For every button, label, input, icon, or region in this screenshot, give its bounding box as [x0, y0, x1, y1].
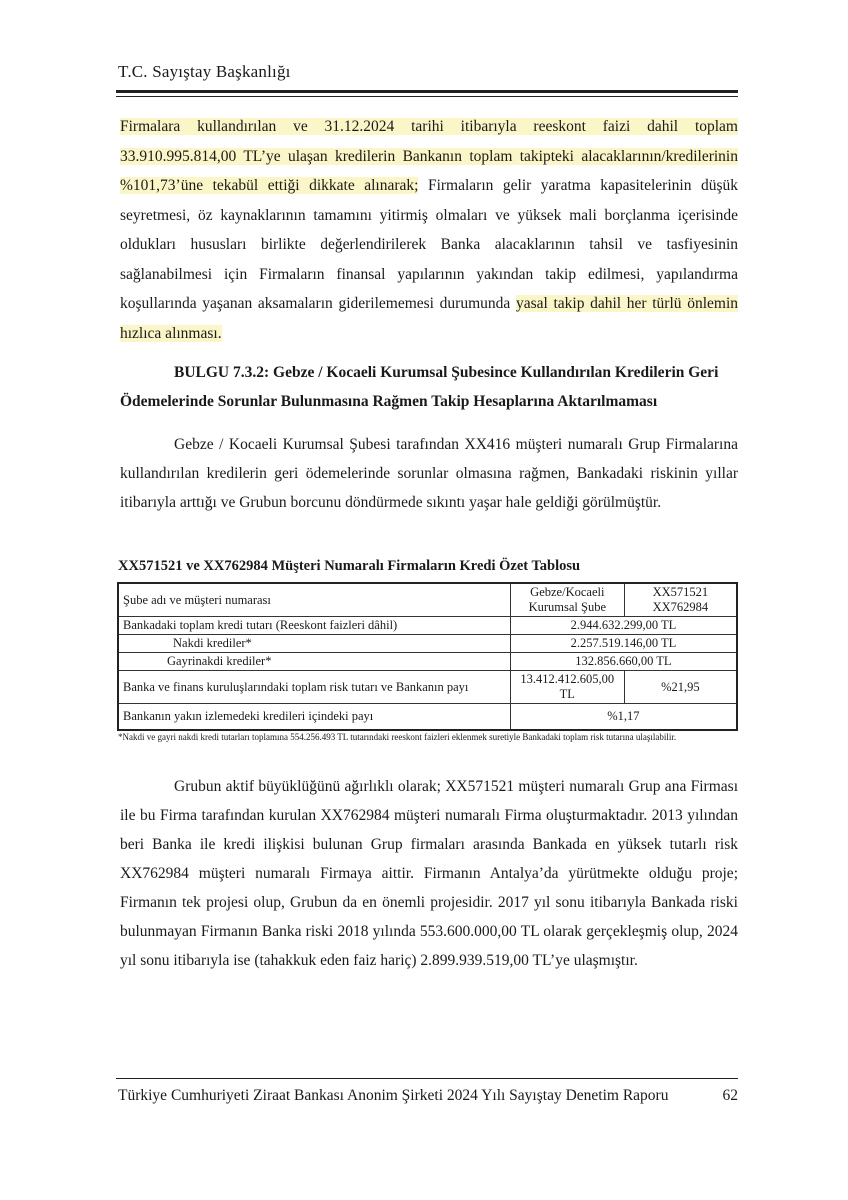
table-footnote: *Nakdi ve gayri nakdi kredi tutarları toplamına 554.256.493 TL tutarındaki reeskont faizleri eklenmek suretiyle Bankadaki toplam risk tutarına ulaşılabilir.	[118, 732, 677, 742]
table-cell: %1,17	[510, 704, 737, 730]
table-cell: %21,95	[624, 671, 737, 704]
page-number: 62	[722, 1087, 738, 1104]
page-footer	[118, 1087, 738, 1105]
paragraph-recommendation	[120, 112, 738, 348]
table-cell: Nakdi krediler*	[118, 635, 510, 653]
table-row	[118, 583, 737, 617]
table-cell: Gayrinakdi krediler*	[118, 653, 510, 671]
header-rule-thin	[116, 96, 738, 97]
table-row	[118, 635, 737, 653]
table-row	[118, 617, 737, 635]
paragraph-body: Firmaların gelir yaratma kapasitelerinin düşük seyretmesi, öz kaynaklarının tamamını yitirmiş olmaları ve yüksek mali borçlanma içerisinde oldukları hususları birlikte değerlendirilerek Banka alacaklarının tahsil ve tasfiyesinin sağlanabilmesi için Firmaların finansal yapılarının yakından takip edilmesi, yapılandırma koşullarında yaşanan aksamaların giderilememesi durumunda	[120, 177, 738, 312]
footer-rule	[116, 1078, 738, 1079]
highlighted-text-end: yasal takip dahil her türlü önlemin hızlıca alınması.	[120, 295, 738, 342]
table-cell: Gebze/Kocaeli Kurumsal Şube	[510, 583, 624, 617]
paragraph-finding-intro: Gebze / Kocaeli Kurumsal Şubesi tarafından XX416 müşteri numaralı Grup Firmalarına kullandırılan kredilerin geri ödemelerinde sorunlar olmasına rağmen, Bankadaki riskinin yıllar itibarıyla arttığı ve Grubun borcunu döndürmede sıkıntı yaşar hale geldiği görülmüştür.	[120, 436, 738, 511]
table-title: XX571521 ve XX762984 Müşteri Numaralı Firmaların Kredi Özet Tablosu	[118, 558, 581, 574]
table-cell: Bankanın yakın izlemedeki kredileri içindeki payı	[118, 704, 510, 730]
table-cell: 2.944.632.299,00 TL	[510, 617, 737, 635]
table-row	[118, 704, 737, 730]
table-cell: XX571521 XX762984	[624, 583, 737, 617]
finding-title: BULGU 7.3.2: Gebze / Kocaeli Kurumsal Şubesince Kullandırılan Kredilerin Geri Ödemelerinde Sorunlar Bulunmasına Rağmen Takip Hesaplarına Aktarılmaması	[120, 364, 719, 410]
credit-summary-table	[117, 582, 738, 731]
page-header: T.C. Sayıştay Başkanlığı	[118, 62, 291, 81]
highlighted-text-start: Firmalara kullandırılan ve 31.12.2024 tarihi itibarıyla reeskont faizi dahil toplam 33.910.995.814,00 TL’ye ulaşan kredilerin Bankanın toplam takipteki alacaklarının/kredilerinin %101,73’üne tekabül ettiği dikkate alınarak;	[120, 118, 738, 194]
table-cell: 2.257.519.146,00 TL	[510, 635, 737, 653]
table-row	[118, 653, 737, 671]
table-cell: Şube adı ve müşteri numarası	[118, 583, 510, 617]
paragraph-group-details: Grubun aktif büyüklüğünü ağırlıklı olarak; XX571521 müşteri numaralı Grup ana Firması ile bu Firma tarafından kurulan XX762984 müşteri numaralı Firma oluşturmaktadır. 2013 yılından beri Banka ile kredi ilişkisi bulunan Grup firmaları arasında Bankada en yüksek tutarlı risk XX762984 müşteri numaralı Firmaya aittir. Firmanın Antalya’da yürütmekte olduğu proje; Firmanın tek projesi olup, Grubun da en önemli projesidir. 2017 yıl sonu itibarıyla Bankada riski bulunmayan Firmanın Banka riski 2018 yılında 553.600.000,00 TL olarak gerçekleşmiş olup, 2024 yıl sonu itibarıyla ise (tahakkuk eden faiz hariç) 2.899.939.519,00 TL’ye ulaşmıştır.	[120, 778, 738, 969]
table-row	[118, 671, 737, 704]
table-cell: Banka ve finans kuruluşlarındaki toplam risk tutarı ve Bankanın payı	[118, 671, 510, 704]
table-cell: 13.412.412.605,00 TL	[510, 671, 624, 704]
table-cell: 132.856.660,00 TL	[510, 653, 737, 671]
header-rule-thick	[116, 90, 738, 93]
footer-report-title: Türkiye Cumhuriyeti Ziraat Bankası Anonim Şirketi 2024 Yılı Sayıştay Denetim Raporu	[118, 1087, 669, 1104]
table-cell: Bankadaki toplam kredi tutarı (Reeskont faizleri dâhil)	[118, 617, 510, 635]
